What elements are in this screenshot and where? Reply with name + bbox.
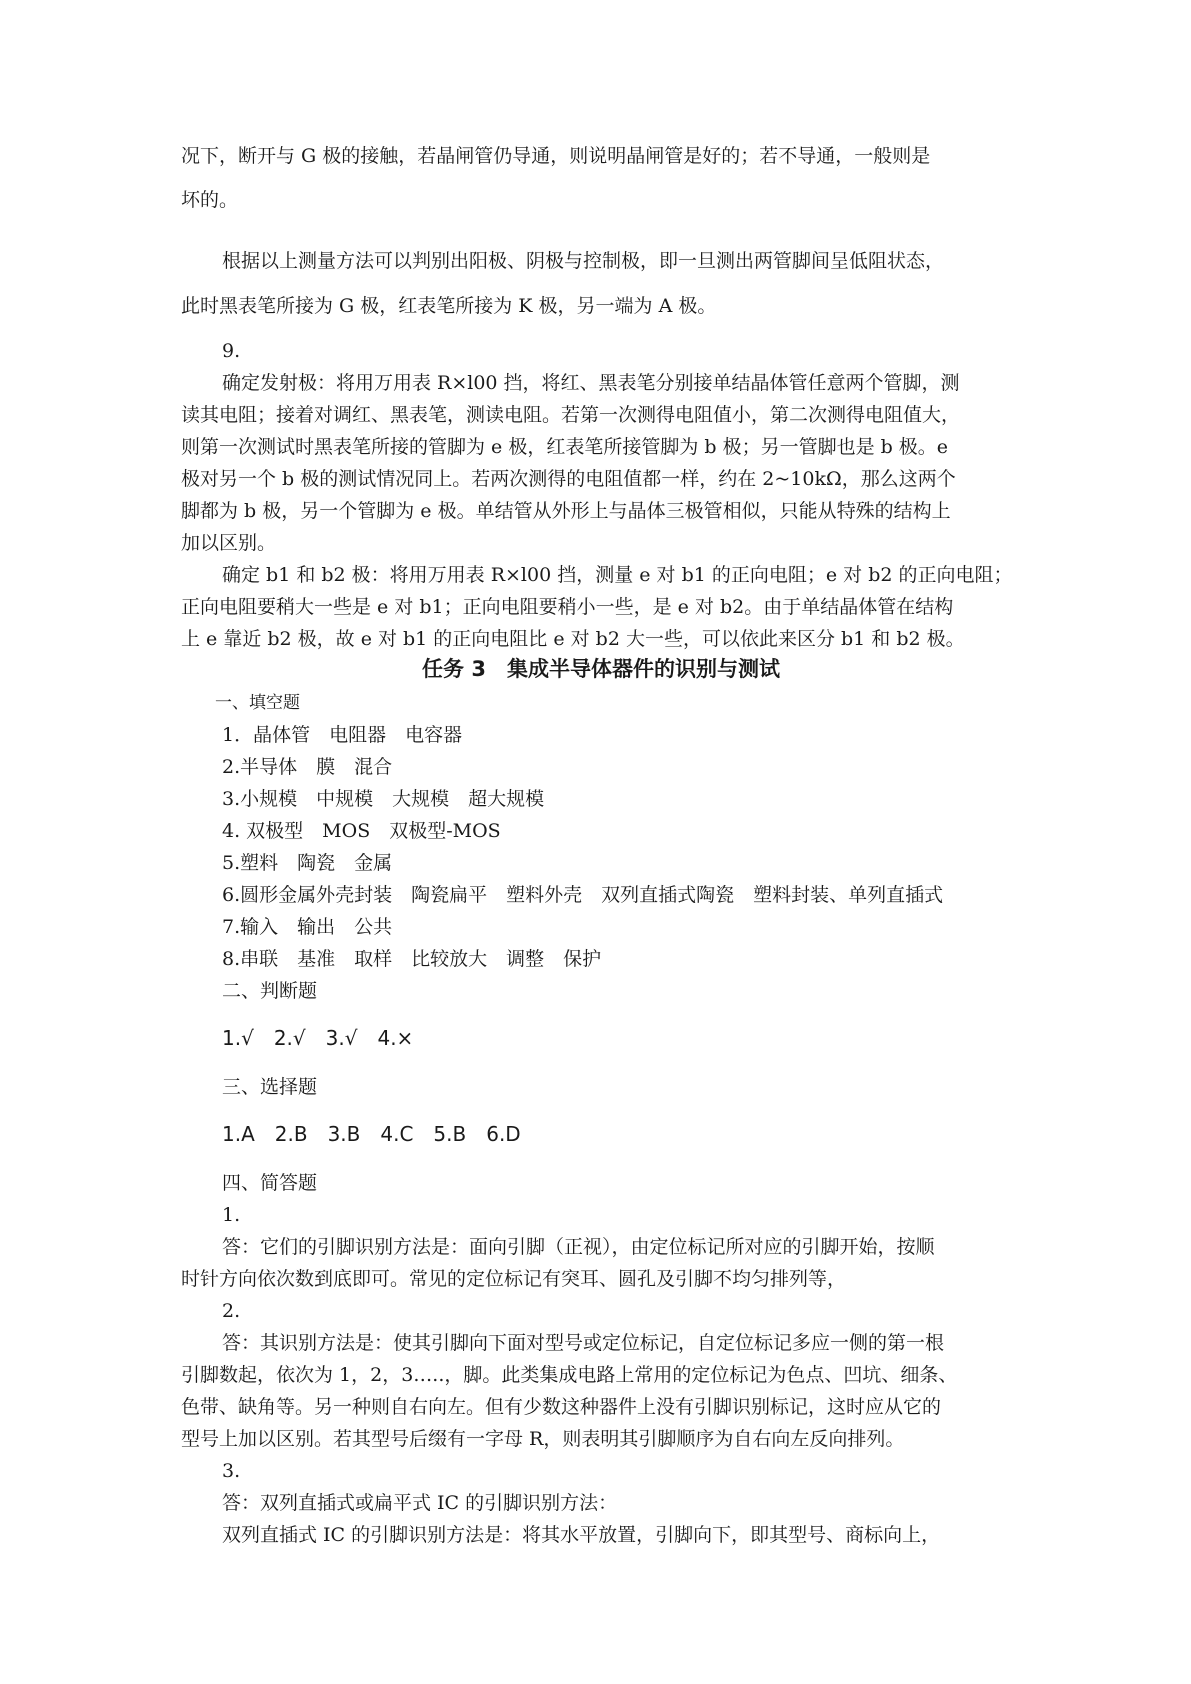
fill-heading: 一、填空题 [215, 693, 300, 713]
judge-answers: 1.√ 2.√ 3.√ 4.× [222, 1026, 414, 1050]
paragraph-line: 引脚数起，依次为 1，2，3…..，脚。此类集成电路上常用的定位标记为色点、凹坑、细条、 [181, 1364, 958, 1386]
paragraph-line: 此时黑表笔所接为 G 极，红表笔所接为 K 极，另一端为 A 极。 [181, 295, 717, 317]
paragraph-line: 则第一次测试时黑表笔所接的管脚为 e 极，红表笔所接管脚为 b 极；另一管脚也是 b 极。e [181, 436, 949, 458]
answer-line: 3.小规模 中规模 大规模 超大规模 [222, 788, 545, 810]
paragraph-line: 答：它们的引脚识别方法是：面向引脚（正视），由定位标记所对应的引脚开始，按顺 [222, 1236, 935, 1258]
paragraph-line: 根据以上测量方法可以判别出阳极、阴极与控制极，即一旦测出两管脚间呈低阻状态， [222, 250, 945, 272]
paragraph-line: 正向电阻要稍大一些是 e 对 b1；正向电阻要稍小一些，是 e 对 b2。由于单结晶体管在结构 [181, 596, 954, 618]
choice-answers: 1.A 2.B 3.B 4.C 5.B 6.D [222, 1122, 521, 1146]
paragraph-line: 极对另一个 b 极的测试情况同上。若两次测得的电阻值都一样，约在 2~10kΩ，那么这两个 [181, 468, 956, 490]
paragraph-line: 读其电阻；接着对调红、黑表笔，测读电阻。若第一次测得电阻值小，第二次测得电阻值大， [181, 404, 961, 426]
paragraph-line: 确定 b1 和 b2 极：将用万用表 R×l00 挡，测量 e 对 b1 的正向电阻；e 对 b2 的正向电阻； [222, 564, 1013, 586]
paragraph-line: 双列直插式 IC 的引脚识别方法是：将其水平放置，引脚向下，即其型号、商标向上， [222, 1524, 941, 1546]
answer-line: 1．晶体管 电阻器 电容器 [222, 724, 463, 746]
answer-line: 6.圆形金属外壳封装 陶瓷扁平 塑料外壳 双列直插式陶瓷 塑料封装、单列直插式 [222, 884, 944, 906]
question-number: 2. [222, 1300, 241, 1322]
section-title: 任务 3 集成半导体器件的识别与测试 [422, 657, 780, 681]
paragraph-line: 确定发射极：将用万用表 R×l00 挡，将红、黑表笔分别接单结晶体管任意两个管脚，测 [222, 372, 960, 394]
paragraph-line: 脚都为 b 极，另一个管脚为 e 极。单结管从外形上与晶体三极管相似，只能从特殊的结构上 [181, 500, 951, 522]
answer-line: 8.串联 基准 取样 比较放大 调整 保护 [222, 948, 602, 970]
paragraph-line: 况下，断开与 G 极的接触，若晶闸管仍导通，则说明晶闸管是好的；若不导通，一般则是 [181, 145, 931, 167]
answer-line: 5.塑料 陶瓷 金属 [222, 852, 393, 874]
question-number: 9. [222, 340, 241, 362]
paragraph-line: 加以区别。 [181, 532, 277, 554]
choice-heading: 三、选择题 [222, 1076, 318, 1098]
question-number: 1. [222, 1204, 241, 1226]
paragraph-line: 型号上加以区别。若其型号后缀有一字母 R，则表明其引脚顺序为自右向左反向排列。 [181, 1428, 905, 1450]
paragraph-line: 色带、缺角等。另一种则自右向左。但有少数这种器件上没有引脚识别标记，这时应从它的 [181, 1396, 942, 1418]
answer-line: 4. 双极型 MOS 双极型-MOS [222, 820, 501, 842]
paragraph-line: 上 e 靠近 b2 极，故 e 对 b1 的正向电阻比 e 对 b2 大一些，可以依此来区分 b1 和 b2 极。 [181, 628, 965, 650]
judge-heading: 二、判断题 [222, 980, 318, 1002]
paragraph-line: 时针方向依次数到底即可。常见的定位标记有突耳、圆孔及引脚不均匀排列等， [181, 1268, 847, 1290]
paragraph-line: 答：其识别方法是：使其引脚向下面对型号或定位标记，自定位标记多应一侧的第一根 [222, 1332, 945, 1354]
answer-line: 2.半导体 膜 混合 [222, 756, 393, 778]
question-number: 3. [222, 1460, 241, 1482]
short-answer-heading: 四、简答题 [222, 1172, 318, 1194]
paragraph-line: 坏的。 [181, 189, 239, 211]
answer-line: 7.输入 输出 公共 [222, 916, 393, 938]
paragraph-line: 答：双列直插式或扁平式 IC 的引脚识别方法： [222, 1492, 618, 1514]
